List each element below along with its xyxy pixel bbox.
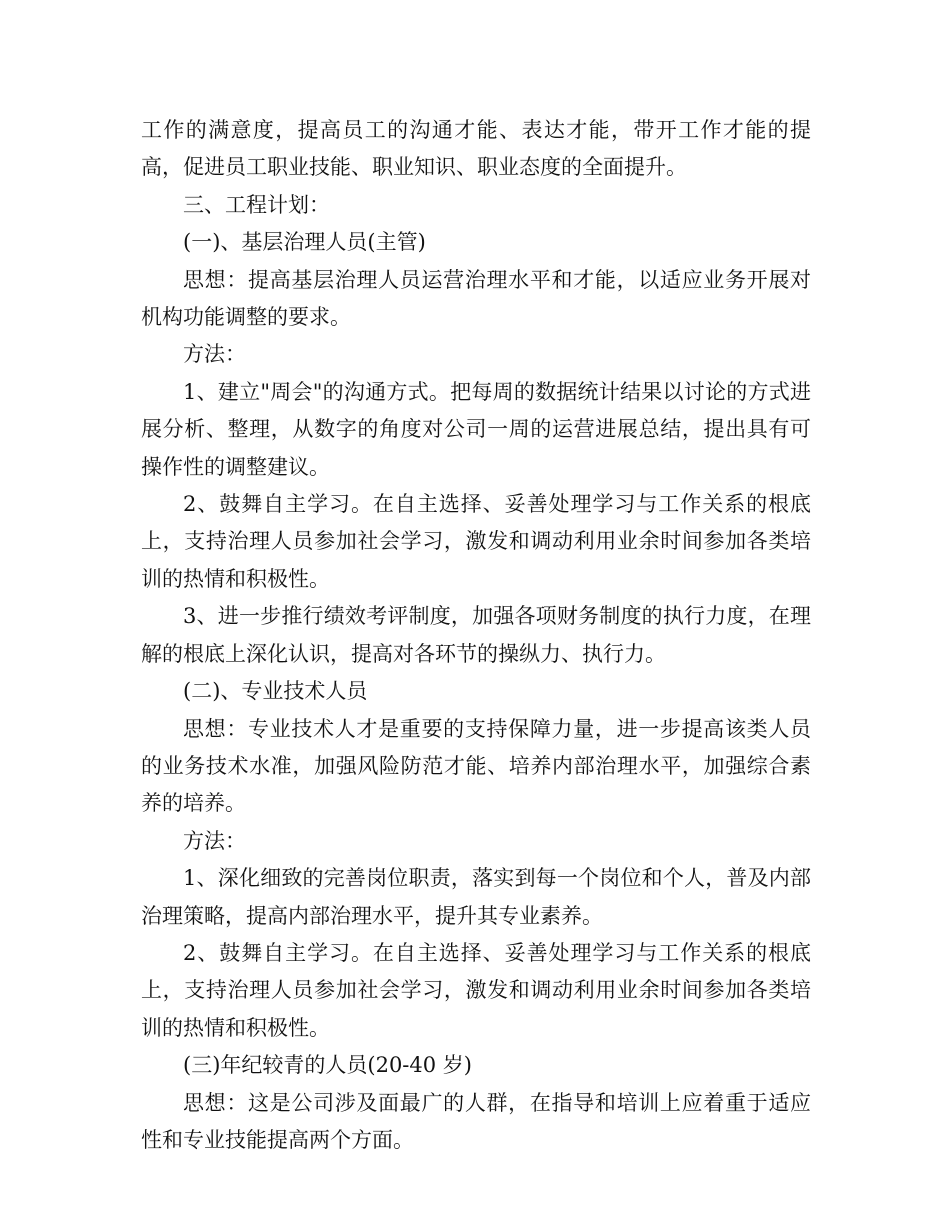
- paragraph-grassroots-thought: 思想：提高基层治理人员运营治理水平和才能，以适应业务开展对机构功能调整的要求。: [141, 267, 811, 330]
- paragraph-intro-continuation: 工作的满意度，提高员工的沟通才能、表达才能，带开工作才能的提高，促进员工职业技能、职业知识、职业态度的全面提升。: [141, 118, 811, 180]
- subsection-heading-grassroots-managers: (一)、基层治理人员(主管): [183, 230, 426, 255]
- subsection-heading-young-staff: (三)年纪较青的人员(20-40 岁): [183, 1053, 472, 1078]
- label-method: 方法：: [183, 828, 246, 853]
- label-method: 方法：: [183, 342, 246, 367]
- list-item-self-study: 2、鼓舞自主学习。在自主选择、妥善处理学习与工作关系的根底上，支持治理人员参加社会学习，激发和调动利用业余时间参加各类培训的热情和积极性。: [141, 492, 811, 591]
- paragraph-technical-thought: 思想：专业技术人才是重要的支持保障力量，进一步提高该类人员的业务技术水准，加强风险防范才能、培养内部治理水平，加强综合素养的培养。: [141, 716, 811, 816]
- list-item-weekly-meeting: 1、建立"周会"的沟通方式。把每周的数据统计结果以讨论的方式进展分析、整理，从数字的角度对公司一周的运营进展总结，提出具有可操作性的调整建议。: [141, 379, 811, 479]
- list-item-job-duties: 1、深化细致的完善岗位职责，落实到每一个岗位和个人，普及内部治理策略，提高内部治理水平，提升其专业素养。: [141, 866, 811, 928]
- list-item-performance-review: 3、进一步推行绩效考评制度，加强各项财务制度的执行力度，在理解的根底上深化认识，提高对各环节的操纵力、执行力。: [141, 604, 811, 666]
- subsection-heading-technical-staff: (二)、专业技术人员: [183, 679, 368, 704]
- document-body: [141, 112, 811, 1159]
- paragraph-young-staff-thought: 思想：这是公司涉及面最广的人群，在指导和培训上应着重于适应性和专业技能提高两个方面。: [141, 1090, 811, 1152]
- section-heading-project-plan: 三、工程计划：: [183, 192, 330, 217]
- list-item-self-study: 2、鼓舞自主学习。在自主选择、妥善处理学习与工作关系的根底上，支持治理人员参加社会学习，激发和调动利用业余时间参加各类培训的热情和积极性。: [141, 940, 811, 1040]
